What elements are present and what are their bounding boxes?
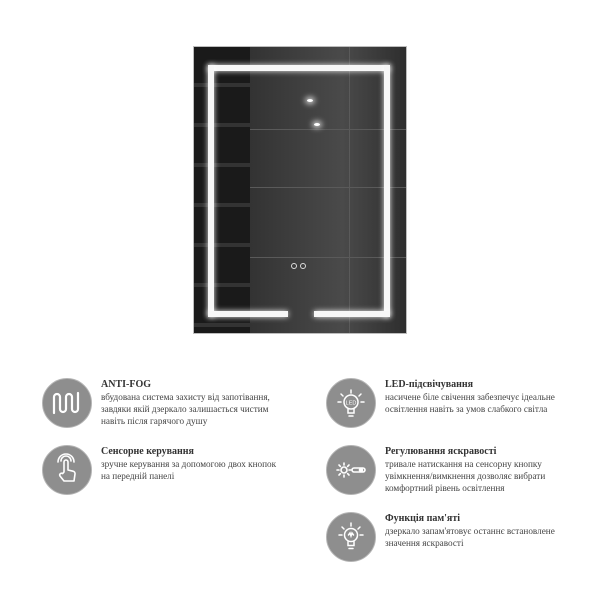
feature-memory [326, 512, 555, 562]
mirror-product-image [193, 46, 407, 334]
ceiling-light [307, 99, 313, 102]
feature-desc-line: насичене біле свічення забезпечує ідеальне [385, 392, 555, 402]
touch-button-power [291, 263, 297, 269]
feature-brightness [326, 445, 545, 495]
feature-desc-line: увімкнення/вимкнення дозволяє вибрати [385, 471, 546, 481]
feature-touch [42, 445, 276, 495]
feature-desc-line: освітлення навіть за умов слабкого світла [385, 404, 548, 414]
led-strip-bottom-left [208, 311, 288, 317]
led-strip-top [208, 65, 390, 71]
feature-anti-fog [42, 378, 270, 428]
ceiling-light [314, 123, 320, 126]
touch-button-antifog [300, 263, 306, 269]
feature-desc-line: завдяки якій дзеркало залишається чистим [101, 404, 269, 414]
feature-desc-line: зручне керування за допомогою двох кнопок [101, 459, 277, 469]
led-strip-right [384, 65, 390, 317]
feature-desc-line: значення яскравості [385, 538, 464, 548]
led-bulb-icon [326, 378, 376, 428]
wave-icon [42, 378, 92, 428]
tile-joint [349, 47, 350, 334]
feature-title: Регулювання яскравості [385, 446, 497, 457]
feature-desc-line: дзеркало запам'ятовує останнє встановлене [385, 526, 555, 536]
feature-title: ANTI-FOG [101, 379, 151, 390]
led-strip-left [208, 65, 214, 317]
feature-desc-line: на передній панелі [101, 471, 175, 481]
feature-title: Функція пам'яті [385, 513, 461, 524]
brightness-slider-icon [326, 445, 376, 495]
feature-title: Сенсорне керування [101, 446, 194, 457]
memory-bulb-icon [326, 512, 376, 562]
feature-desc-line: вбудована система захисту від запотівання, [101, 392, 270, 402]
feature-title: LED-підсвічування [385, 379, 474, 390]
feature-desc-line: комфортний рівень освітлення [385, 483, 505, 493]
svg-text:LED: LED [345, 400, 357, 407]
led-strip-bottom-right [314, 311, 390, 317]
touch-hand-icon [42, 445, 92, 495]
bathroom-shelf [194, 47, 250, 333]
feature-desc-line: навіть після гарячого душу [101, 416, 208, 426]
feature-led [326, 378, 555, 428]
feature-desc-line: тривале натискання на сенсорну кнопку [385, 459, 542, 469]
